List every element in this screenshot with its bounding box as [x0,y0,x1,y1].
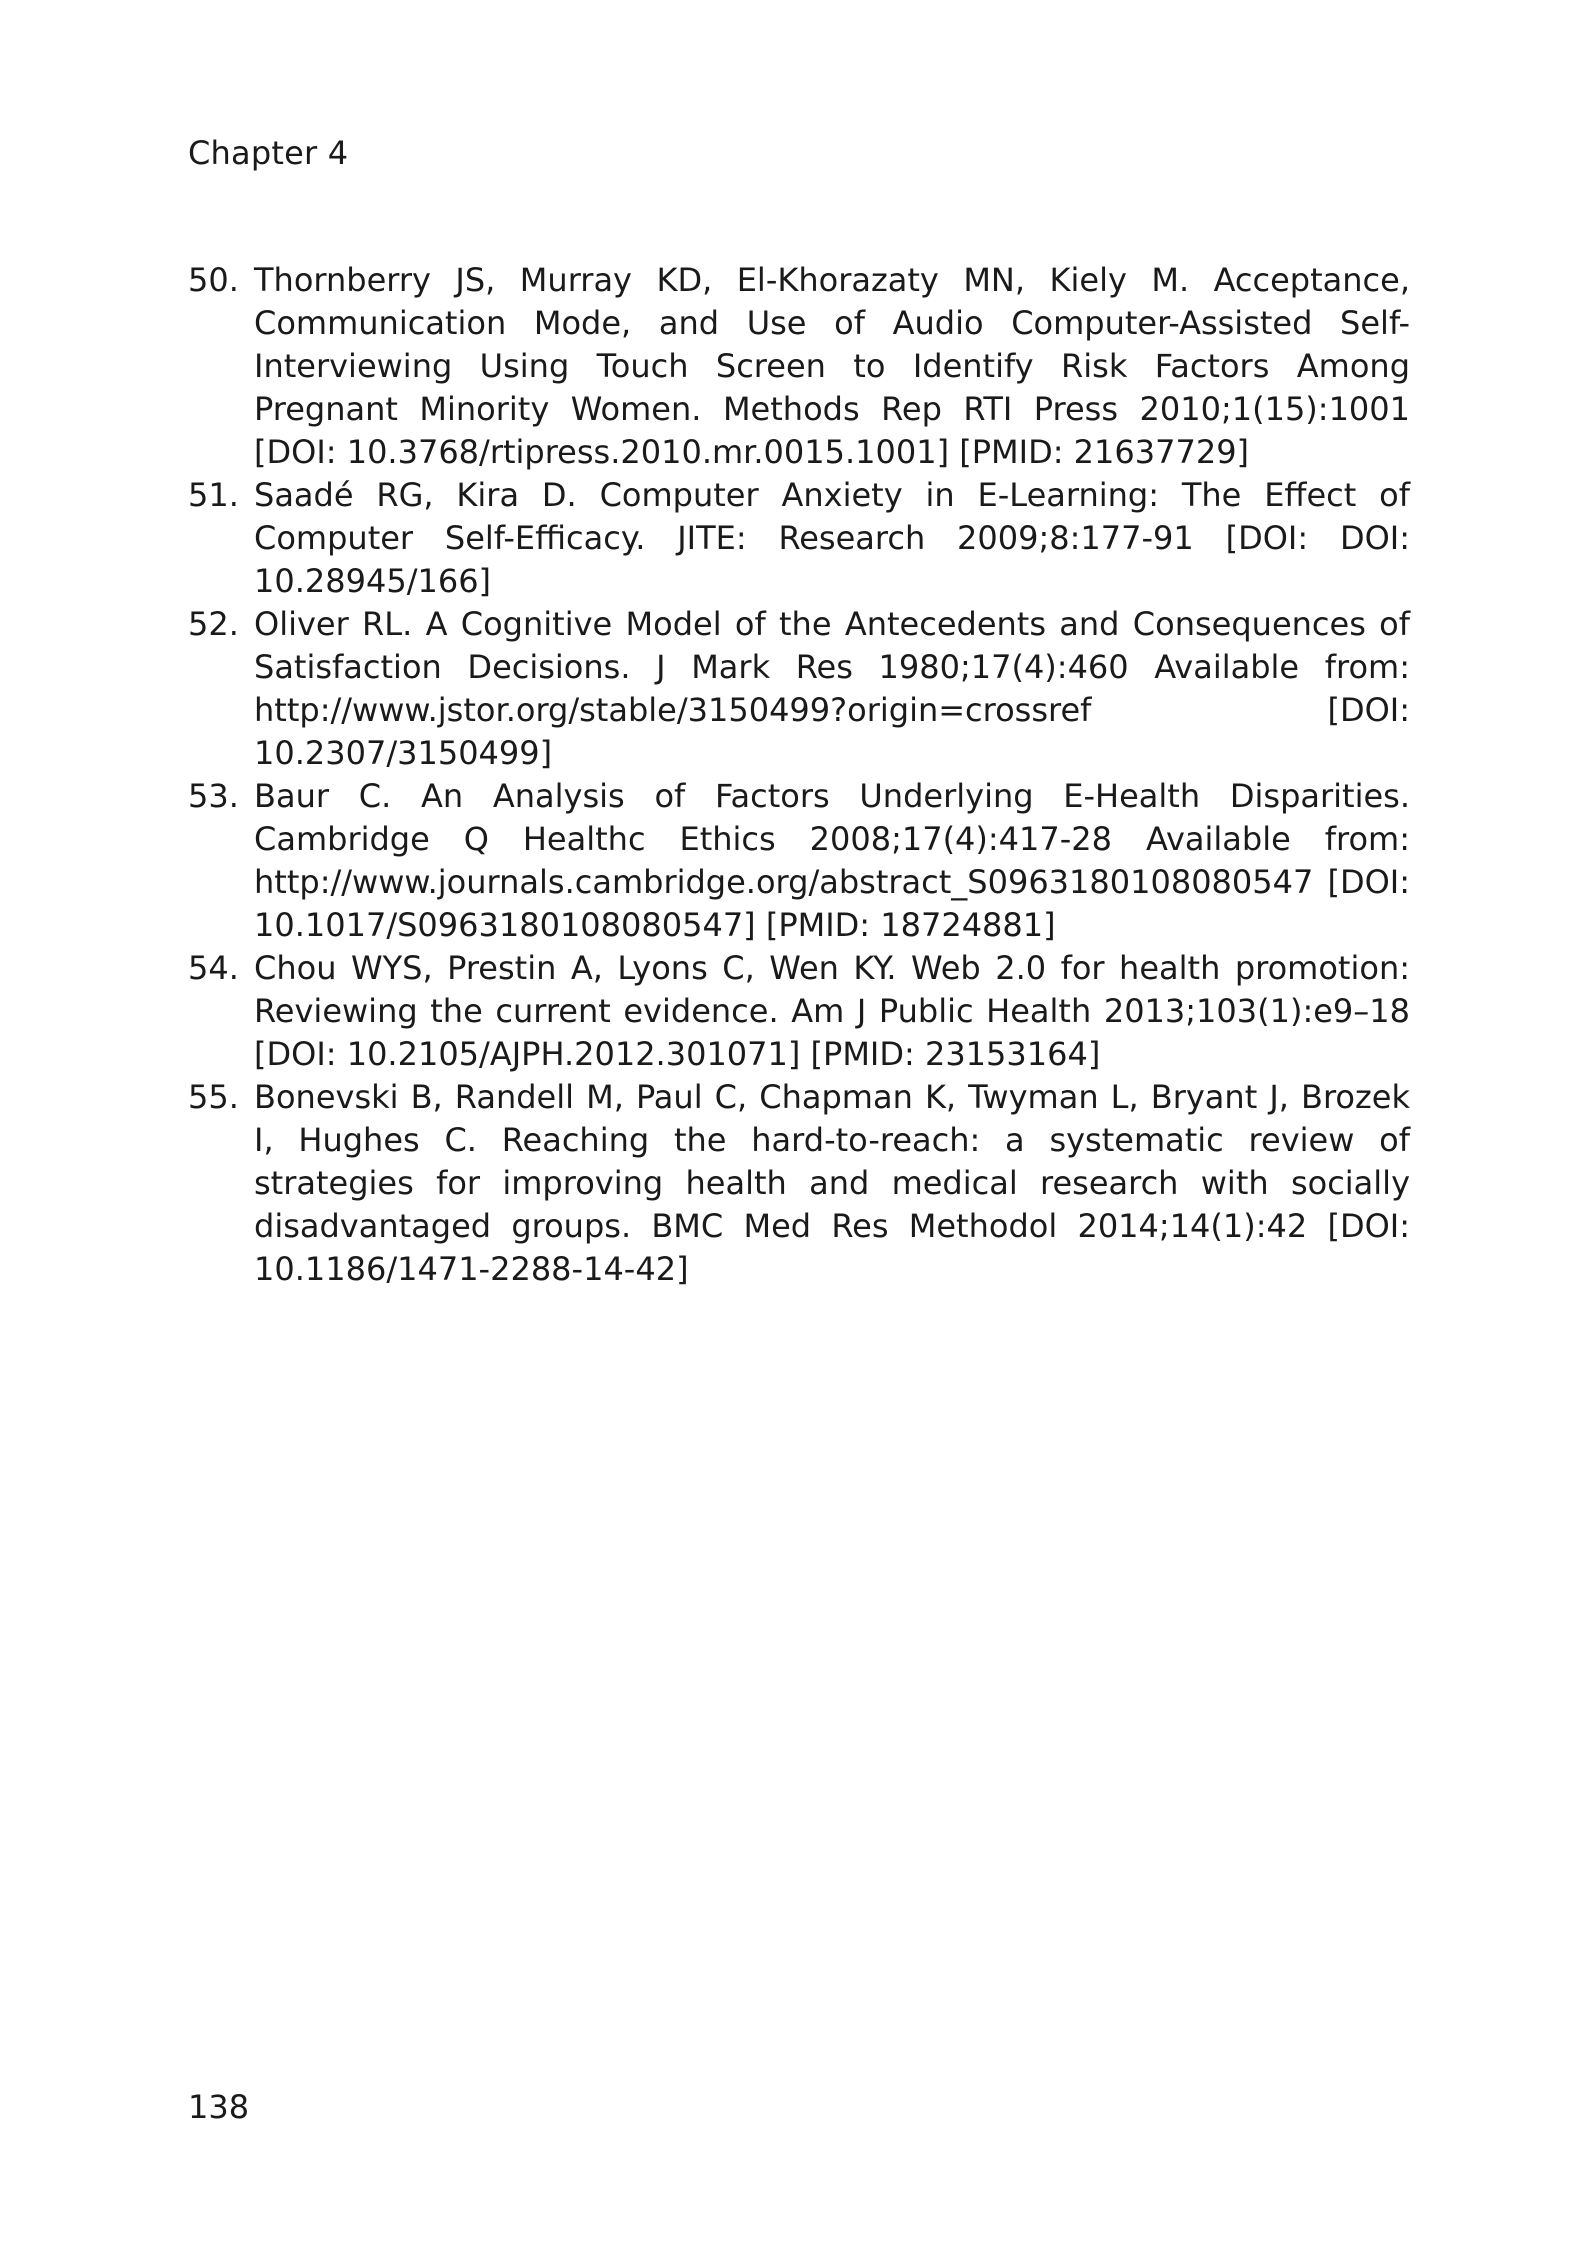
reference-number: 51. [188,476,239,514]
reference-number: 55. [188,1078,239,1116]
reference-item [188,259,1410,474]
reference-item [188,1076,1410,1291]
reference-text: Thornberry JS, Murray KD, El-Khorazaty MN, Kiely M. Acceptance, Communication Mode, and Use of Audio Computer-Assisted Self-Interviewing Using Touch Screen to Identify Risk Factors Among Pregnant Minority Women. Methods Rep RTI Press 2010;1(15):1001 [DOI: 10.3768/rtipress.2010.mr.0015.1001] [PMID: 21637729] [254,261,1410,471]
reference-number: 53. [188,777,239,815]
reference-number: 54. [188,949,239,987]
reference-text: Oliver RL. A Cognitive Model of the Antecedents and Consequences of Satisfaction Decisions. J Mark Res 1980;17(4):460 Available from: http://www.jstor.org/stable/3150499?origin=crossref [DOI: 10.2307/3150499] [254,605,1410,772]
running-head: Chapter 4 [188,134,349,172]
reference-text: Chou WYS, Prestin A, Lyons C, Wen KY. Web 2.0 for health promotion: Reviewing the current evidence. Am J Public Health 2013;103(1):e9–18 [DOI: 10.2105/AJPH.2012.301071] [PMID: 23153164] [254,949,1410,1073]
reference-number: 52. [188,605,239,643]
reference-number: 50. [188,261,239,299]
reference-text: Baur C. An Analysis of Factors Underlying E-Health Disparities. Cambridge Q Healthc Ethics 2008;17(4):417-28 Available from: http://www.journals.cambridge.org/abstract_S0963180108080547 [DOI: 10.1017/S0963180108080547] [PMID: 18724881] [254,777,1410,944]
reference-item [188,474,1410,603]
reference-item [188,603,1410,775]
reference-item [188,775,1410,947]
reference-list [188,259,1410,1291]
reference-text: Bonevski B, Randell M, Paul C, Chapman K, Twyman L, Bryant J, Brozek I, Hughes C. Reaching the hard-to-reach: a systematic review of strategies for improving health and medical research with socially disadvantaged groups. BMC Med Res Methodol 2014;14(1):42 [DOI: 10.1186/1471-2288-14-42] [254,1078,1410,1288]
reference-text: Saadé RG, Kira D. Computer Anxiety in E-Learning: The Effect of Computer Self-Efficacy. JITE: Research 2009;8:177-91 [DOI: DOI: 10.28945/166] [254,476,1410,600]
reference-item [188,947,1410,1076]
page-number: 138 [188,2088,250,2126]
